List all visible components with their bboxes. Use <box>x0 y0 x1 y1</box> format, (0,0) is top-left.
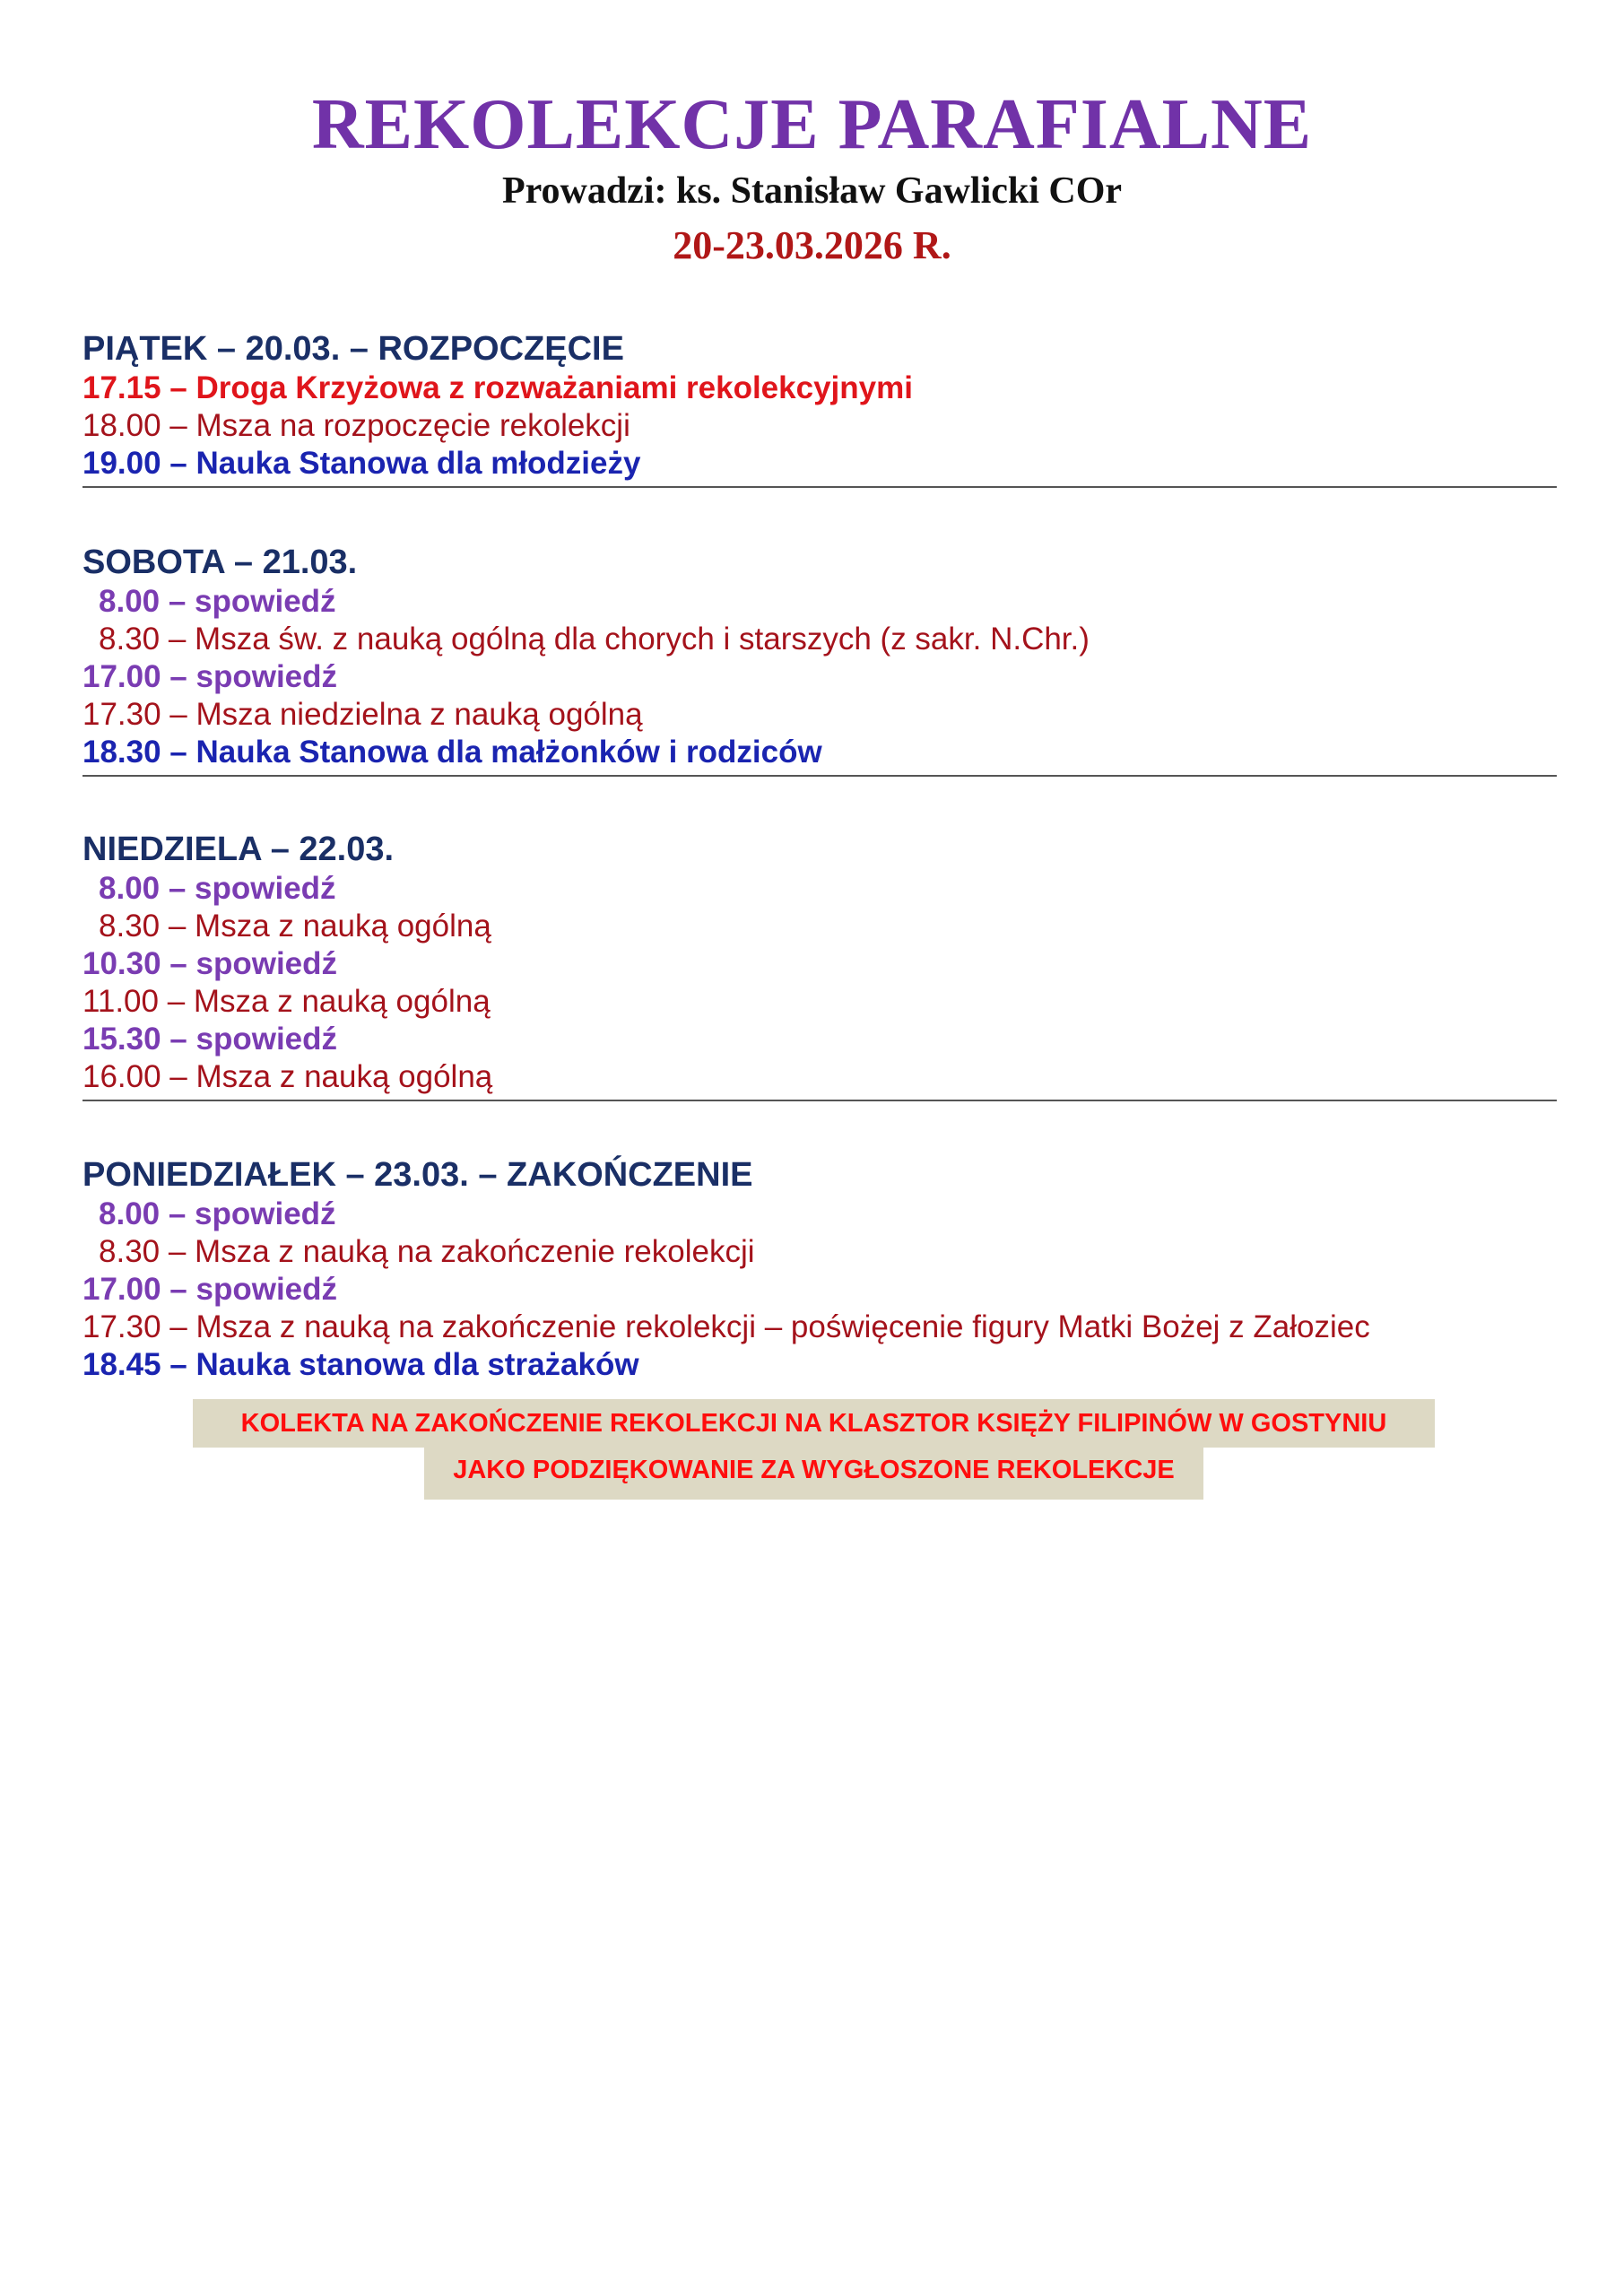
schedule-entry: 8.00 – spowiedź <box>99 584 336 619</box>
schedule-entry: 16.00 – Msza z nauką ogólną <box>83 1059 493 1094</box>
schedule-entry: 17.00 – spowiedź <box>83 1272 338 1307</box>
schedule-entry: 15.30 – spowiedź <box>83 1022 338 1057</box>
collection-note-line-2: JAKO PODZIĘKOWANIE ZA WYGŁOSZONE REKOLEKCJE <box>424 1448 1203 1500</box>
day-heading: PIĄTEK – 20.03. – ROZPOCZĘCIE <box>83 330 624 368</box>
day-section-saturday <box>83 542 1557 777</box>
schedule-entry: 8.30 – Msza z nauką ogólną <box>99 909 491 944</box>
schedule-entry: 17.15 – Droga Krzyżowa z rozważaniami rekolekcyjnymi <box>83 370 913 405</box>
page-title: REKOLEKCJE PARAFIALNE <box>311 85 1313 164</box>
retreat-leader: Prowadzi: ks. Stanisław Gawlicki COr <box>501 170 1123 212</box>
schedule-entry: 8.30 – Msza św. z nauką ogólną dla chorych i starszych (z sakr. N.Chr.) <box>99 622 1090 657</box>
schedule-entry: 10.30 – spowiedź <box>83 946 338 981</box>
schedule-entry: 8.00 – spowiedź <box>99 1196 336 1231</box>
schedule-entry: 17.30 – Msza z nauką na zakończenie rekolekcji – poświęcenie figury Matki Bożej z Załoziec <box>83 1309 1370 1344</box>
schedule-entry: 8.00 – spowiedź <box>99 871 336 906</box>
schedule-entry: 18.45 – Nauka stanowa dla strażaków <box>83 1347 639 1382</box>
day-heading: PONIEDZIAŁEK – 23.03. – ZAKOŃCZENIE <box>83 1156 753 1194</box>
day-heading: SOBOTA – 21.03. <box>83 544 358 581</box>
collection-note-line-1: KOLEKTA NA ZAKOŃCZENIE REKOLEKCJI NA KLASZTOR KSIĘŻY FILIPINÓW W GOSTYNIU <box>193 1399 1435 1448</box>
schedule-entry: 18.00 – Msza na rozpoczęcie rekolekcji <box>83 408 630 443</box>
schedule-entry: 17.30 – Msza niedzielna z nauką ogólną <box>83 697 643 732</box>
schedule-entry: 17.00 – spowiedź <box>83 659 338 694</box>
schedule-entry: 19.00 – Nauka Stanowa dla młodzieży <box>83 446 641 481</box>
schedule-entry: 11.00 – Msza z nauką ogólną <box>83 984 491 1019</box>
schedule-entry: 18.30 – Nauka Stanowa dla małżonków i rodziców <box>83 735 822 770</box>
schedule-entry: 8.30 – Msza z nauką na zakończenie rekolekcji <box>99 1234 755 1269</box>
day-section-sunday <box>83 829 1557 1101</box>
day-section-friday <box>83 328 1557 488</box>
day-section-monday <box>83 1154 1557 1387</box>
retreat-dates: 20-23.03.2026 R. <box>673 223 951 267</box>
day-heading: NIEDZIELA – 22.03. <box>83 831 395 868</box>
